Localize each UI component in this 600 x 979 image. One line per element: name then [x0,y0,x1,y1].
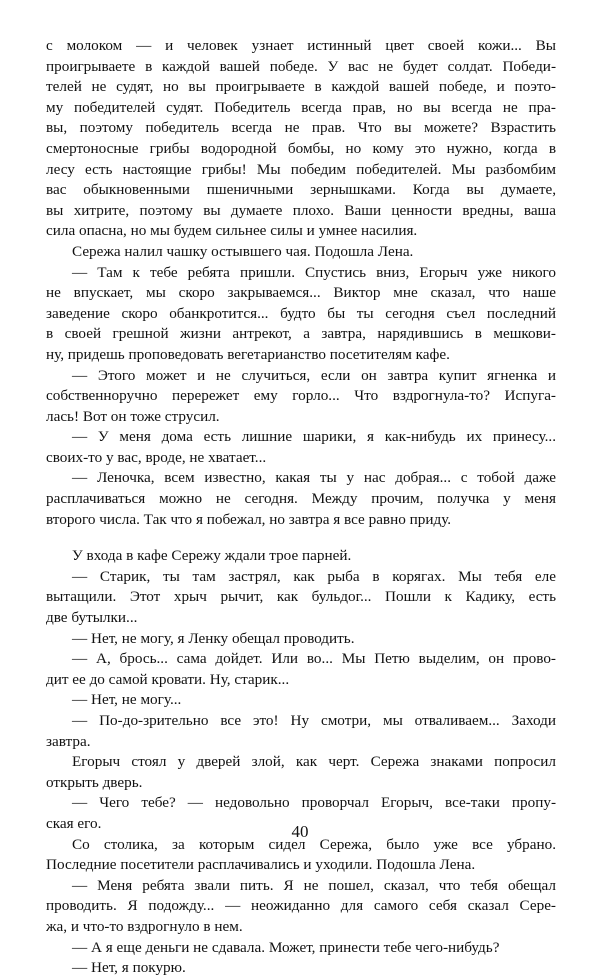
text-line: лась! Вот он тоже струсил. [46,407,220,425]
text-line: сила опасна, но мы будем сильнее силы и умнее насилия. [46,222,418,240]
paragraph [46,876,556,938]
text-line: проигрываете в каждой вашей победе. У вас не будет солдат. Победи- [46,57,556,75]
text-line: — Старик, ты там застрял, как рыба в корягах. Мы тебя еле [72,567,556,585]
paragraph [46,958,556,979]
text-line: — Этого может и не случиться, если он завтра купит ягненка и [72,366,556,384]
paragraph [46,366,556,428]
text-line: — Леночка, всем известно, какая ты у нас добрая... с тобой даже [72,469,556,487]
text-line: Со столика, за которым сидел Сережа, было уже все убрано. [72,835,556,853]
text-line: смертоносные грибы водородной бомбы, но кому это нужно, когда в [46,139,556,157]
paragraph [46,629,556,650]
text-line: Сережа налил чашку остывшего чая. Подошла Лена. [72,242,414,260]
text-line: завтра. [46,732,91,750]
text-line: — Нет, я покурю. [72,959,186,977]
text-line: с молоком — и человек узнает истинный цвет своей кожи... Вы [46,37,556,54]
text-line: — А, брось... сама дойдет. Или во... Мы Петю выделим, он прово- [72,650,556,668]
text-line: собственноручно перережет ему горло... Что вздрогнула-то? Испуга- [46,387,556,405]
text-line: — У меня дома есть лишние шарики, я как-нибудь их принесу... [72,428,556,446]
paragraph [46,649,556,690]
text-line: вытащили. Этот хрыч рычит, как бульдог... Пошли к Кадику, есть [46,588,556,606]
text-line: Егорыч стоял у дверей злой, как черт. Сережа знаками попросил [72,753,556,771]
text-line: проводить. Я подожду... — неожиданно для самого себя сказал Сере- [46,897,556,915]
paragraph [46,711,556,752]
text-line: заведение скоро обанкротится... будто бы ты сегодня съел последний [46,304,556,322]
page-number: 40 [291,822,309,841]
text-line: в своей грешной жизни антрекот, а завтра, нарядившись в мешкови- [46,325,556,343]
text-line: — Чего тебе? — недовольно проворчал Егорыч, все-таки пропу- [72,794,556,812]
text-line: — Нет, не могу... [72,691,182,709]
text-line: две бутылки... [46,609,138,627]
text-line: своих-то у вас, вроде, не хватает... [46,448,267,466]
text-line: жа, и что-то вздрогнуло в нем. [46,917,243,935]
text-line: му победителей судят. Победитель всегда прав, но вы всегда не пра- [46,98,556,116]
paragraph [46,938,556,959]
text-line: ну, придешь проповедовать вегетарианство посетителям кафе. [46,345,450,363]
text-line: Последние посетители расплачивались и уходили. Подошла Лена. [46,856,476,874]
text-line: вас обыкновенными пшеничными зернышками. Когда вы думаете, [46,181,556,199]
text-line: не впускает, мы скоро закрываемся... Виктор мне сказал, что наше [46,284,556,302]
text-line: телей не судят, но вы проигрываете в каждой вашей победе, и поэто- [46,78,556,96]
text-line: вы, поэтому победитель всегда не прав. Что вы можете? Взрастить [46,119,556,137]
text-line: — Там к тебе ребята пришли. Спустись вниз, Егорыч уже никого [72,263,556,281]
text-line: вы хитрите, поэтому вы думаете плохо. Ваши ценности вредны, ваша [46,201,556,219]
text-line: — А я еще деньги не сдавала. Может, принести тебе чего-нибудь? [72,938,500,956]
text-line: — Нет, не могу, я Ленку обещал проводить. [72,629,355,647]
paragraph [46,427,556,468]
paragraph [46,36,556,242]
text-line: второго числа. Так что я побежал, но завтра я все равно приду. [46,510,452,528]
text-line: расплачиваться можно не сегодня. Между прочим, получка у меня [46,490,556,508]
text-line: — По-до-зрительно все это! Ну смотри, мы отваливаем... Заходи [72,712,556,729]
paragraph-gap [46,530,556,546]
text-line: — Меня ребята звали пить. Я не пошел, сказал, что тебя обещал [72,876,556,894]
paragraph [46,263,556,366]
paragraph [46,546,556,567]
text-line: открыть дверь. [46,773,143,791]
text-line: дит ее до самой кровати. Ну, старик... [46,670,290,688]
paragraph [46,242,556,263]
text-line: лесу есть настоящие грибы! Мы победим победителей. Мы разбомбим [46,160,556,178]
paragraph [46,752,556,793]
text-line: ская его. [46,814,102,832]
paragraph [46,468,556,530]
text-line: У входа в кафе Сережу ждали трое парней. [72,547,352,565]
paragraph [46,690,556,711]
paragraph [46,567,556,629]
